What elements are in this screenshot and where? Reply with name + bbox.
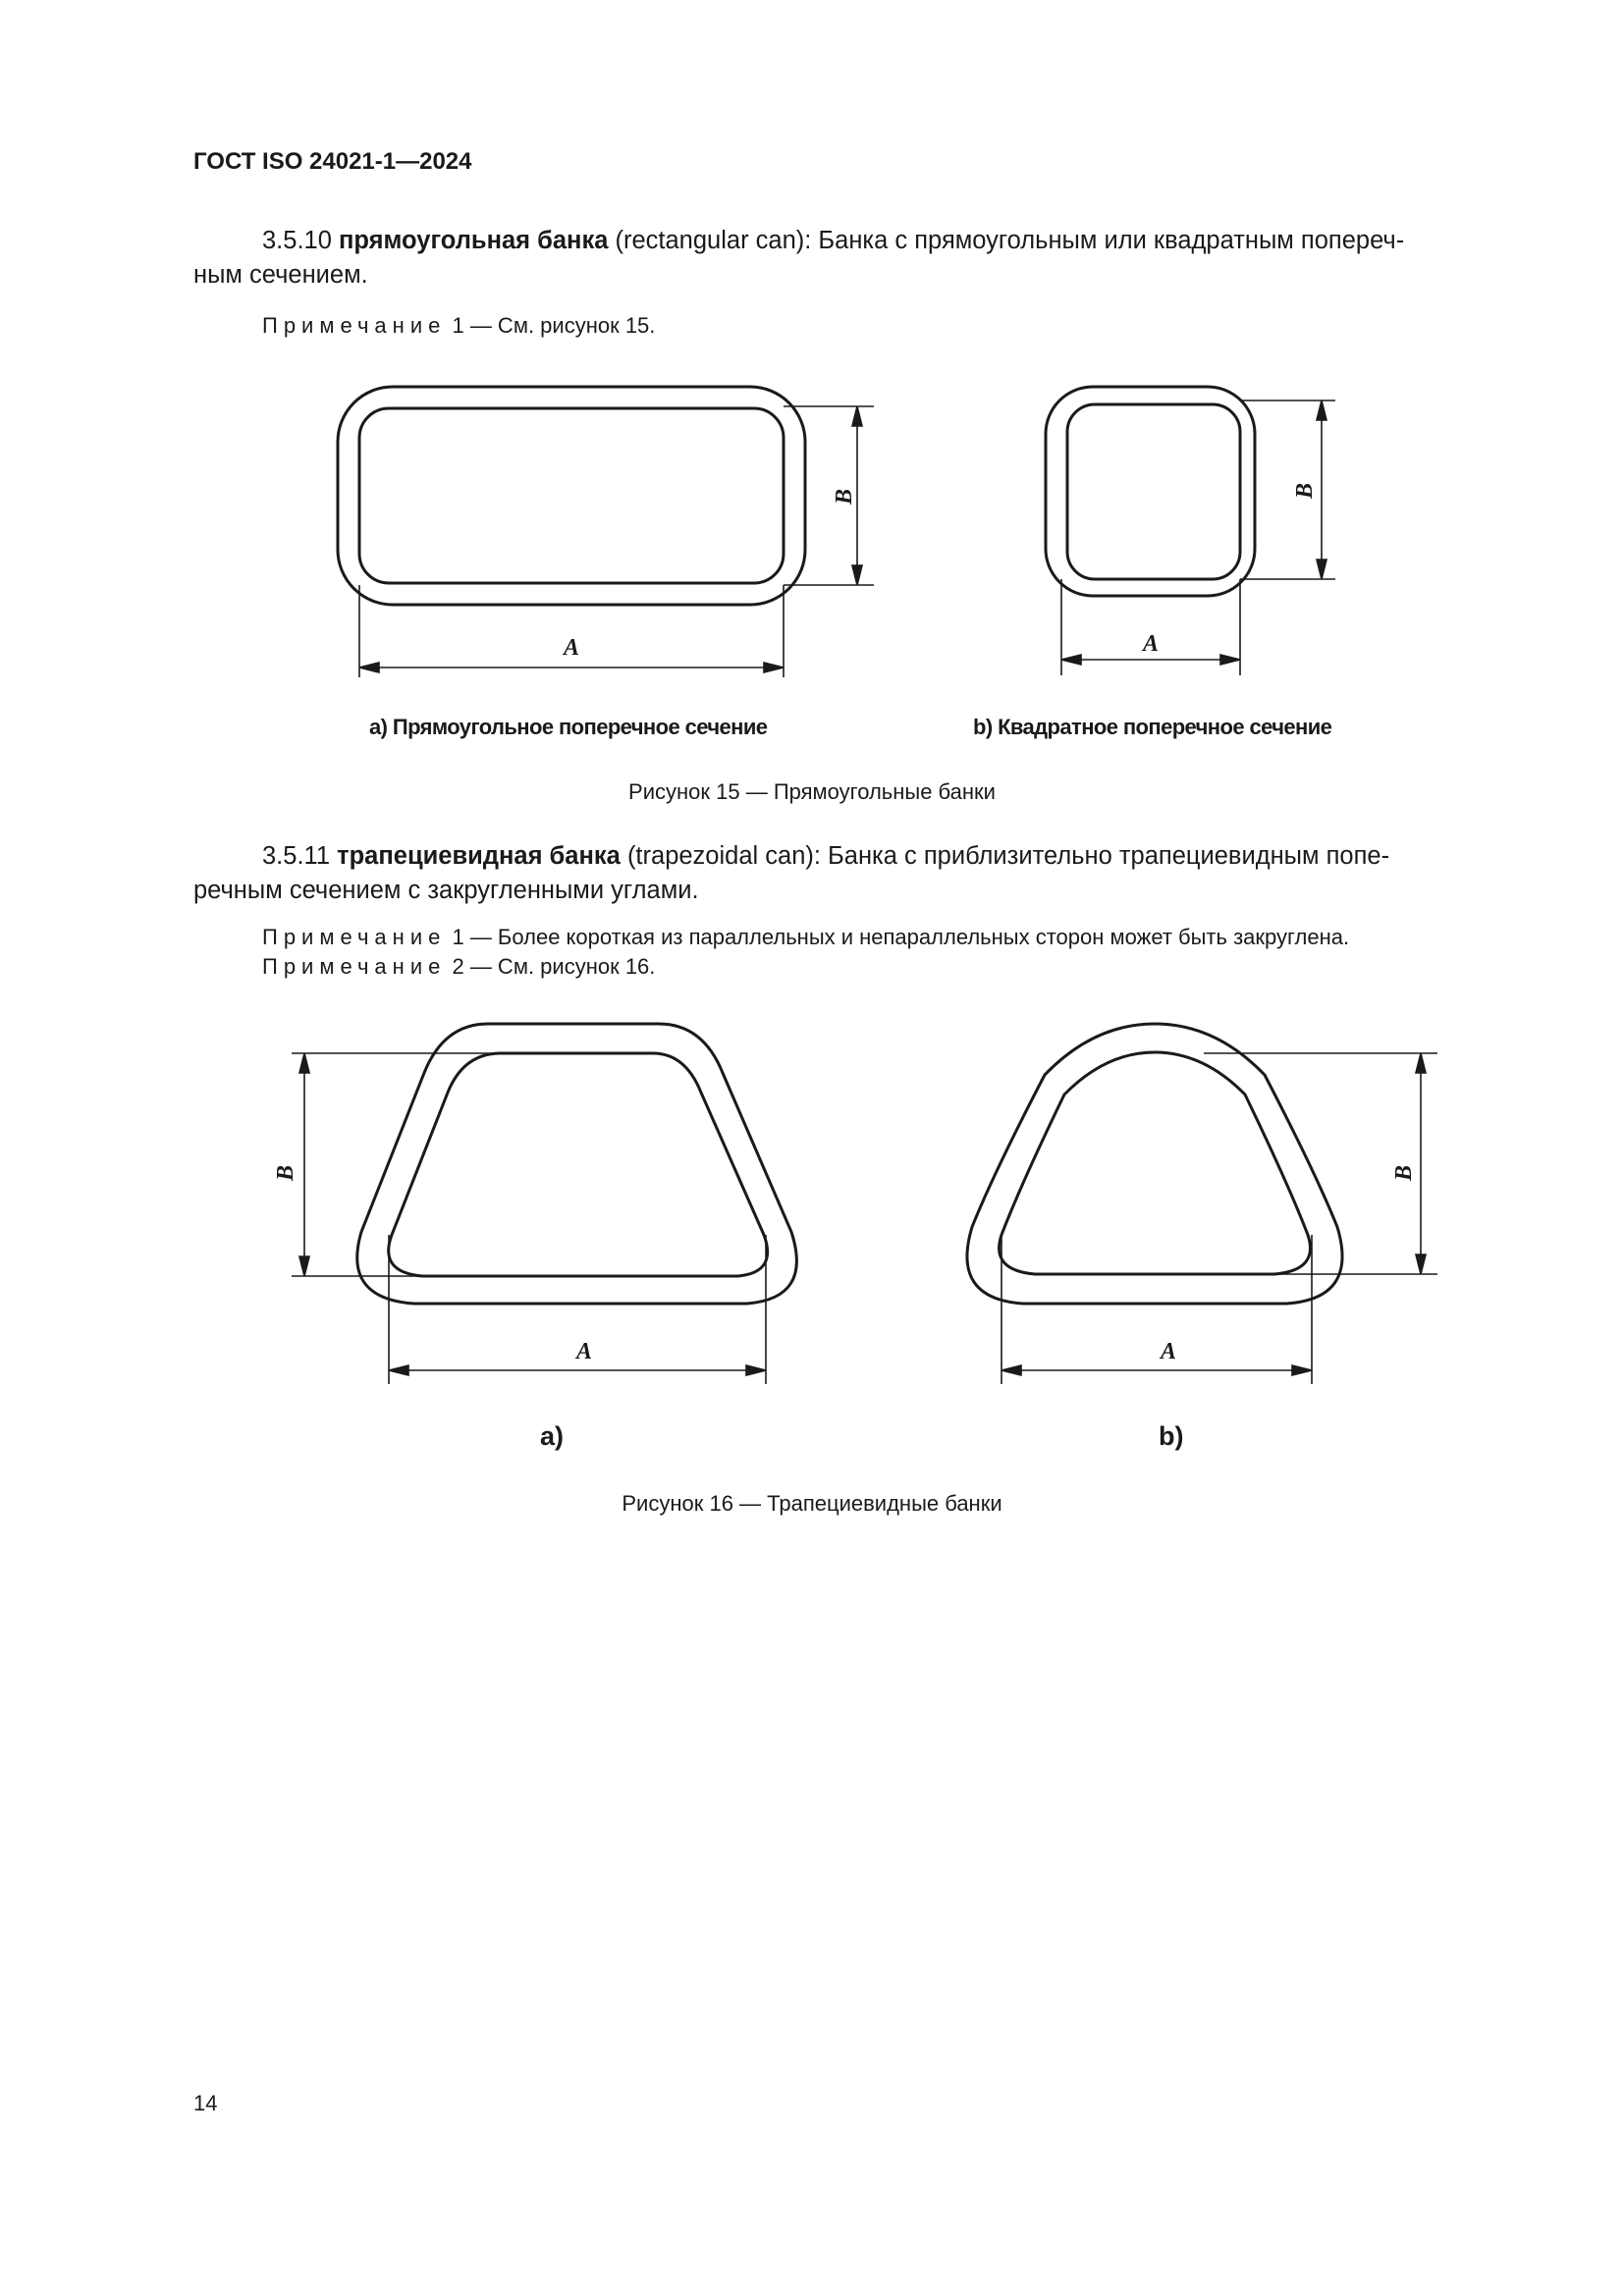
- trapezoid-outer-outline: [357, 1024, 797, 1304]
- note-text: 1 — Более короткая из параллельных и непараллельных сторон может быть закруглена.: [452, 925, 1350, 949]
- figure-16-caption: Рисунок 16 — Трапециевидные банки: [622, 1491, 1002, 1516]
- dimension-b-label: B: [832, 488, 857, 506]
- dimension-a-label: A: [1142, 631, 1160, 657]
- document-header: ГОСТ ISO 24021-1—2024: [193, 148, 472, 175]
- dimension-a-label: A: [563, 635, 580, 661]
- note-label: Примечание: [262, 925, 447, 949]
- d-shape-inner-outline: [1000, 1052, 1311, 1274]
- term: прямоугольная банка: [339, 227, 609, 254]
- note-label: Примечание: [262, 313, 447, 338]
- definition-line-2: ным сечением.: [193, 261, 368, 289]
- note-label: Примечание: [262, 954, 447, 979]
- d-shape-outer-outline: [967, 1024, 1342, 1304]
- dimension-b-label: B: [1292, 482, 1318, 500]
- page-number: 14: [193, 2091, 218, 2115]
- section-number: 3.5.11: [262, 842, 331, 870]
- figure-15-caption: Рисунок 15 — Прямоугольные банки: [628, 779, 996, 804]
- definition-line-1: (rectangular can): Банка с прямоугольным или квадратным попереч-: [615, 227, 1405, 254]
- dimension-a-label: A: [1160, 1339, 1177, 1364]
- definition-line-1: (trapezoidal can): Банка с приблизительно трапециевидным попе-: [626, 842, 1390, 870]
- note-text: 1 — См. рисунок 15.: [452, 313, 656, 338]
- subfigure-b-label: b): [1159, 1421, 1184, 1451]
- subfigure-b-label: b) Квадратное поперечное сечение: [973, 715, 1332, 739]
- definition-line-2: речным сечением с закругленными углами.: [193, 877, 699, 904]
- note-text: 2 — См. рисунок 16.: [452, 954, 656, 979]
- trapezoid-inner-outline: [389, 1053, 768, 1276]
- term: трапециевидная банка: [337, 842, 621, 870]
- dimension-a-label: A: [575, 1339, 593, 1364]
- dimension-b-label: B: [1391, 1164, 1417, 1182]
- dimension-b-label: B: [273, 1164, 298, 1182]
- subfigure-a-label: а) Прямоугольное поперечное сечение: [369, 715, 768, 739]
- section-number: 3.5.10: [262, 227, 332, 254]
- subfigure-a-label: а): [540, 1421, 565, 1451]
